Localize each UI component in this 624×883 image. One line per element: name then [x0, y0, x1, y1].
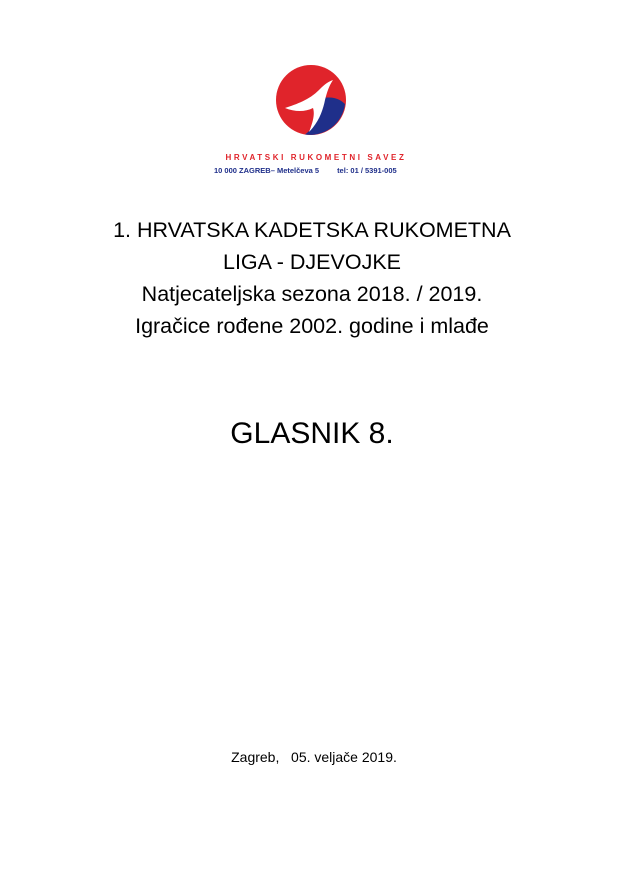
title-line-age-group: Igračice rođene 2002. godine i mlađe — [135, 314, 489, 338]
issue-date: Zagreb, 05. veljače 2019. — [231, 749, 397, 765]
hrs-logo — [275, 64, 347, 136]
title-line-season: Natjecateljska sezona 2018. / 2019. — [141, 282, 483, 306]
title-line-league: 1. HRVATSKA KADETSKA RUKOMETNA — [113, 218, 511, 242]
handball-federation-emblem-icon — [275, 64, 347, 136]
organization-name: HRVATSKI RUKOMETNI SAVEZ — [225, 153, 407, 162]
bulletin-number: GLASNIK 8. — [230, 417, 394, 450]
organization-phone: tel: 01 / 5391-005 — [337, 166, 397, 175]
organization-address-line — [214, 166, 397, 175]
document-title — [0, 214, 624, 342]
organization-address: 10 000 ZAGREB– Metelčeva 5 — [214, 166, 320, 175]
title-line-category: LIGA - DJEVOJKE — [222, 250, 402, 274]
